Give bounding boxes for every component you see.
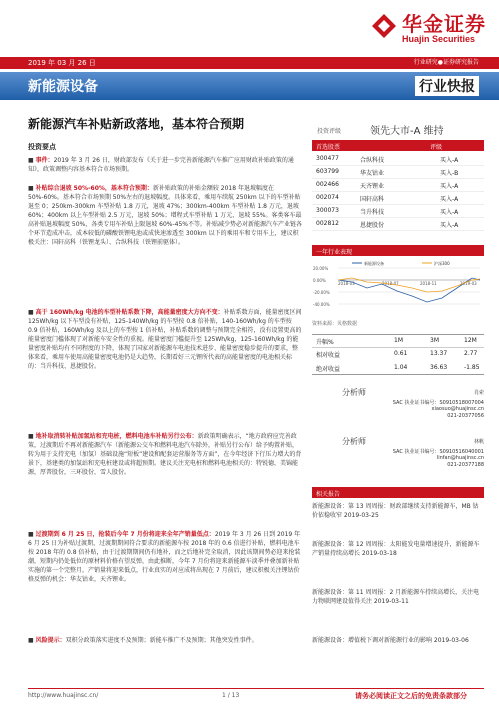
stock-name: 恩捷股份 bbox=[360, 222, 385, 229]
y-tick-label: 0.00% bbox=[313, 278, 326, 283]
table-row bbox=[312, 348, 484, 360]
table-row bbox=[312, 204, 484, 218]
company-logo bbox=[370, 8, 490, 52]
y-tick-label: -40.00% bbox=[313, 302, 330, 307]
col-header: 评级 bbox=[430, 144, 443, 151]
analyst-phone: 021-20377056 bbox=[447, 413, 484, 419]
analyst-cert: SAC 执业证书编号：S0910518007004 bbox=[392, 400, 484, 406]
analyst-title: 分析师 bbox=[342, 437, 366, 446]
table-row bbox=[312, 362, 484, 375]
paragraph-risk: ■ 风险提示：双积分政策落实进度不及预期；新能车推广不及预期；其他突发性事件。 bbox=[28, 637, 258, 644]
analyst-block bbox=[312, 387, 484, 437]
col-header: 3M bbox=[430, 337, 439, 344]
cell: 13.37 bbox=[430, 350, 448, 357]
report-category: 行业研究●证券研究报告 bbox=[413, 59, 479, 66]
paragraph-transition: ■ 过渡期到 6 月 25 日，抢装后今年 7 月份将迎来全年产销量低点：2019 年 3 月 26 日到 2019 年 6 月 25 日为补贴过渡期，过渡期期间符合要求的新能源车按 2018 年的 0.6 倍进行补贴，燃料电池车按 2018 年的 0.8 倍补贴，由于过渡期期间仍有地补，而之后地补完全取消，因此该期间势必迎来抢装潮，短期内仍处低位的原材料价格有望反弹，由此推断，今年 7 月份将迎来新能源车淡季并叠加新补贴实施的第一个完整月，产销量将迎来低点，行业真实的对应成将出现在 7 月前后，建议积极关注锂钴价格反弹的机会：华友钴业，天齐锂业。 bbox=[28, 531, 301, 583]
sector-banner bbox=[0, 72, 499, 100]
paragraph-event: ■ 事件：2019 年 3 月 26 日，财政部发布《关于进一步完善新能源汽车推广应用财政补贴政策的通知》，政策调整内容基本符合市场预期。 bbox=[28, 157, 294, 173]
stock-rating: 买入-B bbox=[440, 170, 459, 177]
key-points-heading: 投资要点 bbox=[28, 143, 56, 151]
para-text: 双积分政策落实进度不及预期；新能车推广不及预期；其他突发性事件。 bbox=[65, 637, 258, 644]
stock-name: 国轩高科 bbox=[360, 196, 385, 203]
col-header: 升幅% bbox=[316, 339, 334, 346]
row-label: 绝对收益 bbox=[316, 366, 341, 373]
report-date: 2019 年 03 月 26 日 bbox=[28, 59, 96, 67]
header-bar bbox=[0, 57, 499, 69]
logo-text-en: Huajin Securities bbox=[402, 34, 476, 44]
legend-label: 新能源设备 bbox=[364, 261, 384, 266]
page-number: 1 / 13 bbox=[222, 692, 240, 699]
col-header: 首选股票 bbox=[316, 144, 341, 151]
para-lead: 补贴综合退坡 50%-60%，基本符合预期： bbox=[35, 185, 153, 192]
x-tick-label: 2018-07 bbox=[382, 281, 399, 286]
para-text: 补贴系数方面，能量密度区间 125Wh/kg 以下车型没有补贴，125-140Wh/kg 的车型按 0.8 倍补贴，140-160Wh/kg 的车型按 0.9 倍补贴，160Wh/kg 及以上的车型按 1 倍补贴，补贴系数的调整与预期完全相符，没有设置更高的能量密度门槛体现了对新能车安全性的重视。能量密度门槛提升至 125Wh/kg，125-160Wh/kg 的能量密度补贴均有不同程度的下降，体现了国家对新能源车电池技术进步、能量密度稳步提升的要求，整体来看，乘用车使用高能量密度电池仍是大趋势，长期看好三元锂所代表的高能量密度的电池相关标的：当升科技、恩捷股份。 bbox=[28, 309, 302, 370]
stock-code: 300073 bbox=[316, 207, 339, 214]
stock-name: 天齐锂业 bbox=[360, 183, 385, 190]
paragraph-subsidy: ■ 补贴综合退坡 50%-60%，基本符合预期：新补贴政策的补贴金额较 2018 年退坡幅度在 50%-60%。基本符合市场预期 50%左右的退坡幅度。具体来看，乘用车续航 250km 以下的车型补贴退至 0；250km-300km 车型补贴 1.8 万元，退坡 47%；300km-400km 车型补贴 1.8 万元，退坡 60%；400km 以上车型补贴 2.5 万元，退坡 50%；增程式车型补贴 1 万元，退坡 55%。客类客车最高补贴退坡幅度 50%，各类专用车补贴上限退坡 60%-45%不等。补贴减少势必对新能源汽车产业链各个环节造成冲击，成本较低的磷酸铁锂电池或成快速渗透至 300km 以下的乘用车和专用车上，建议积极关注：国轩高科（铁锂龙头）、合纵科技（铁锂前驱体）。 bbox=[28, 185, 302, 246]
paragraph-energy-density: ■ 高于 160Wh/kg 电池的车型补贴系数下降，高能量密度大方向不变：补贴系数方面，能量密度区间 125Wh/kg 以下车型没有补贴，125-140Wh/kg 的车型按 0.8 倍补贴，140-160Wh/kg 的车型按 0.9 倍补贴，160Wh/kg 及以上的车型按 1 倍补贴，补贴系数的调整与预期完全相符，没有设置更高的能量密度门槛体现了对新能车安全性的重视。能量密度门槛提升至 125Wh/kg，125-160Wh/kg 的能量密度补贴均有不同程度的下降，体现了国家对新能源车电池技术进步、能量密度稳步提升的要求，整体来看，乘用车使用高能量密度电池仍是大趋势，长期看好三元锂所代表的高能量密度的电池相关标的：当升科技、恩捷股份。 bbox=[28, 309, 302, 370]
stock-rating: 买入-A bbox=[440, 157, 459, 164]
chart-title-bar bbox=[312, 245, 484, 256]
para-lead: 风险提示： bbox=[35, 637, 66, 644]
table-row bbox=[312, 191, 484, 205]
cell: -1.85 bbox=[464, 364, 480, 371]
related-report-item[interactable]: 新能源设备：第 11 周周报：2 月新能源车持续高增长，关注电力物联网建设值得关注 2019-03-11 bbox=[312, 589, 480, 605]
table-row bbox=[312, 217, 484, 231]
stock-rating: 买入-A bbox=[440, 196, 459, 203]
footer-url[interactable]: http://www.huajinsc.cn/ bbox=[28, 692, 99, 699]
row-label: 相对收益 bbox=[316, 352, 341, 359]
industry-performance-chart bbox=[312, 258, 484, 318]
stock-name: 当升科技 bbox=[360, 209, 385, 216]
stock-rating: 买入-A bbox=[440, 222, 459, 229]
stock-code: 002466 bbox=[316, 181, 339, 188]
related-reports-header bbox=[312, 487, 484, 498]
report-title: 新能源汽车补贴新政落地，基本符合预期 bbox=[28, 117, 245, 131]
stock-name: 华友钴业 bbox=[360, 170, 385, 177]
stock-table-header bbox=[312, 140, 484, 151]
stock-rating: 买入-A bbox=[440, 209, 459, 216]
para-lead: 高于 160Wh/kg 电池的车型补贴系数下降，高能量密度大方向不变： bbox=[35, 309, 224, 316]
analyst-email[interactable]: xiaosuo@huajinsc.cn bbox=[431, 406, 484, 412]
para-text: 2019 年 3 月 26 日到 2019 年 6 月 25 日为补贴过渡期，过渡期期间符合要求的新能源车按 2018 年的 0.6 倍进行补贴，燃料电池车按 2018 年的 0.8 倍补贴，由于过渡期期间仍有地补，而之后地补完全取消，因此该期间势必迎来抢装潮，短期内仍处低位的原材料价格有望反弹，由此推断，今年 7 月份将迎来新能源车淡季并叠加新补贴实施的第一个完整月，产销量将迎来低点，行业真实的对应成将出现在 7 月前后，建议积极关注锂钴价格反弹的机会：华友钴业，天齐锂业。 bbox=[28, 531, 301, 583]
legend-label: 沪深300 bbox=[434, 261, 450, 266]
para-lead: 地补取消转补贴加氢站和充电桩，燃料电池车补贴另行公布： bbox=[35, 433, 198, 440]
analyst-name: 肖索 bbox=[473, 390, 484, 396]
x-tick-label: 2019-03 bbox=[460, 281, 477, 286]
chart-source: 资料来源：贝格数据 bbox=[312, 321, 358, 327]
sector-name: 新能源设备 bbox=[28, 79, 98, 95]
stock-code: 300477 bbox=[316, 155, 339, 162]
stock-rating: 买入-A bbox=[440, 183, 459, 190]
related-report-item[interactable]: 新能源设备：增值税下调对新能源行业的影响 2019-03-06 bbox=[312, 637, 469, 644]
footer-divider bbox=[28, 688, 484, 689]
col-header: 12M bbox=[464, 337, 477, 344]
rating-label: 投资评级 bbox=[317, 128, 342, 135]
para-lead: 事件： bbox=[35, 157, 54, 164]
analyst-cert: SAC 执业证书编号：S0910516040001 bbox=[392, 449, 484, 455]
chart-title: 一年行业表现 bbox=[316, 249, 353, 256]
table-row bbox=[312, 152, 484, 166]
stock-code: 603799 bbox=[316, 168, 339, 175]
stock-name: 合纵科技 bbox=[360, 157, 385, 164]
series-line-sector bbox=[338, 278, 480, 302]
logo-text-cn: 华金证券 bbox=[402, 12, 486, 36]
related-report-item[interactable]: 新能源设备：第 13 周周报：财政部继续支持新能源车，MB 钴价依稳收窄 2019-03-25 bbox=[312, 503, 479, 519]
cell: 36.63 bbox=[430, 364, 448, 371]
para-text: 新补贴政策的补贴金额较 2018 年退坡幅度在 50%-60%。基本符合市场预期 50%左右的退坡幅度。具体来看，乘用车续航 250km 以下的车型补贴退至 0；250km-300km 车型补贴 1.8 万元，退坡 47%；300km-400km 车型补贴 1.8 万元，退坡 60%；400km 以上车型补贴 2.5 万元，退坡 50%；增程式车型补贴 1 万元，退坡 55%。客类客车最高补贴退坡幅度 50%，各类专用车补贴上限退坡 60%-45%不等。补贴减少势必对新能源汽车产业链各个环节造成冲击，成本较低的磷酸铁锂电池或成快速渗透至 300km 以下的乘用车和专用车上，建议积极关注：国轩高科（铁锂龙头）、合纵科技（铁锂前驱体）。 bbox=[28, 185, 302, 246]
analyst-title: 分析师 bbox=[342, 388, 366, 397]
perf-table-header bbox=[312, 334, 484, 348]
logo-icon bbox=[370, 12, 398, 40]
analyst-email[interactable]: linfan@huajinsc.cn bbox=[436, 455, 484, 461]
col-header: 1M bbox=[394, 337, 403, 344]
cell: 0.61 bbox=[394, 350, 408, 357]
rating-value: 领先大市-A 维持 bbox=[370, 126, 444, 137]
related-reports-title: 相关报告 bbox=[316, 491, 341, 498]
para-text: 新政策明确表示，“地方政府应完善政策，过渡期后不再对新能源汽车（新能源公交车和燃料电池汽车除外，补贴另行公布）给予购置补贴，转为用于支持充电（加氢）基础设施“短板”建设和配套运营服务等方面”，在今年经济下行压力增大的背景下，基建类的加氢站和充电桩建设或将超预期。建议关注充电桩和燃料电池相关的：特锐德，美锦能源，厚普股份，三环股份，雪人股份。 bbox=[28, 433, 302, 476]
para-lead: 过渡期到 6 月 25 日，抢装后今年 7 月份将迎来全年产销量低点： bbox=[35, 531, 215, 538]
y-tick-label: 20.00% bbox=[313, 266, 329, 271]
stock-code: 002074 bbox=[316, 194, 339, 201]
x-tick-label: 2018-03 bbox=[338, 281, 355, 286]
related-report-item[interactable]: 新能源设备：第 12 周周报：太阳能发电量增速提升，新能源车产销量持续高增长 2019-03-18 bbox=[312, 541, 480, 557]
analyst-phone: 021-20377188 bbox=[447, 462, 484, 468]
report-type: 行业快报 bbox=[415, 76, 479, 96]
table-row bbox=[312, 165, 484, 179]
analyst-name: 林帆 bbox=[473, 439, 484, 445]
table-row bbox=[312, 178, 484, 192]
para-text: 2019 年 3 月 26 日，财政部发布《关于进一步完善新能源汽车推广应用财政补贴政策的通知》，政策调整内容基本符合市场预期。 bbox=[28, 157, 294, 173]
footer-disclaimer: 请务必阅读正文之后的免责条款部分 bbox=[355, 692, 467, 700]
y-tick-label: -20.00% bbox=[313, 290, 330, 295]
paragraph-charging: ■ 地补取消转补贴加氢站和充电桩，燃料电池车补贴另行公布：新政策明确表示，“地方政府应完善政策，过渡期后不再对新能源汽车（新能源公交车和燃料电池汽车除外，补贴另行公布）给予购置补贴，转为用于支持充电（加氢）基础设施“短板”建设和配套运营服务等方面”，在今年经济下行压力增大的背景下，基建类的加氢站和充电桩建设或将超预期。建议关注充电桩和燃料电池相关的：特锐德，美锦能源，厚普股份，三环股份，雪人股份。 bbox=[28, 433, 302, 476]
analyst-block bbox=[312, 436, 484, 486]
stock-code: 002812 bbox=[316, 220, 339, 227]
x-tick-label: 2018-11 bbox=[420, 281, 437, 286]
cell: 1.04 bbox=[394, 364, 408, 371]
cell: 2.77 bbox=[464, 350, 478, 357]
